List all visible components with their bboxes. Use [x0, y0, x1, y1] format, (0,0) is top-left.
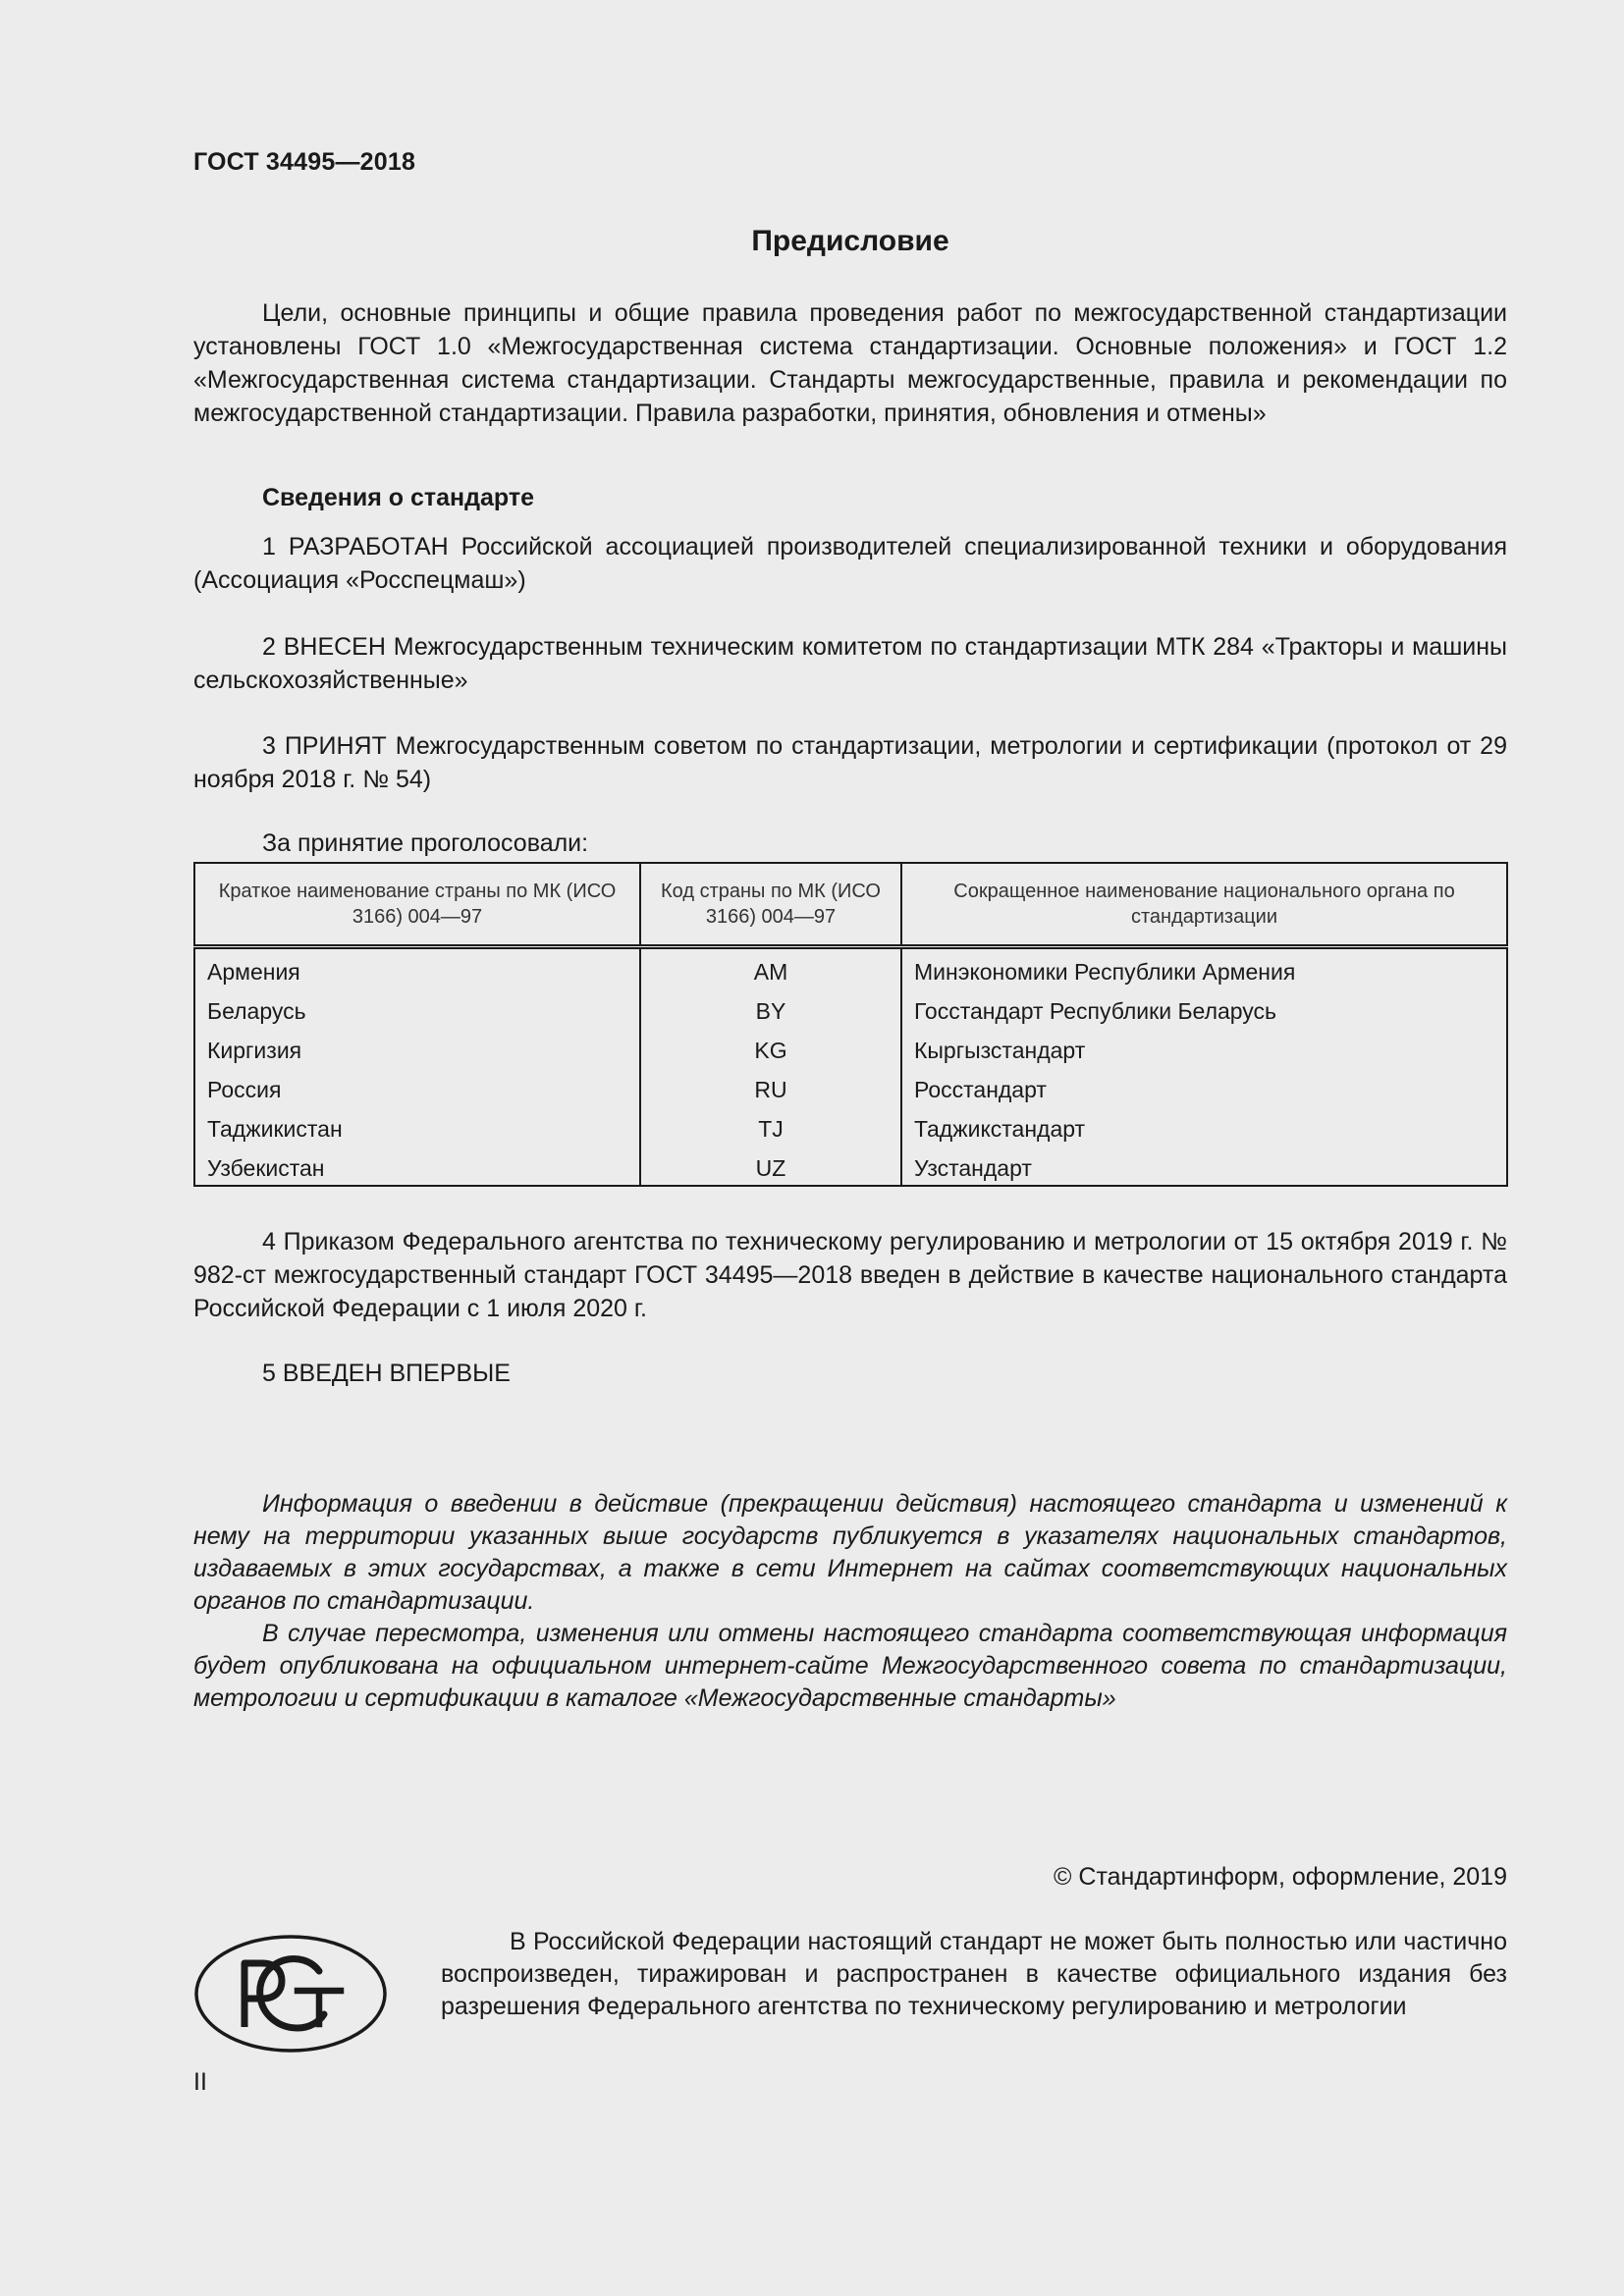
- page-number: II: [193, 2068, 207, 2096]
- code-cell: AM: [640, 947, 901, 992]
- code-cell: TJ: [640, 1109, 901, 1148]
- body-cell: Госстандарт Республики Беларусь: [901, 991, 1507, 1031]
- rights-notice: В Российской Федерации настоящий стандарт не может быть полностью или частично воспроизведен, тиражирован и распространен в качестве официального издания без разрешения Федерального агентства по техническому регулированию и метрологии: [441, 1928, 1507, 2020]
- code-cell: BY: [640, 991, 901, 1031]
- country-cell: Армения: [207, 959, 300, 985]
- column-header-country: Краткое наименование страны по МК (ИСО 3166) 004—97: [194, 863, 640, 947]
- item-5-first-introduced: 5 ВВЕДЕН ВПЕРВЫЕ: [262, 1360, 511, 1387]
- item-2-introduced: 2 ВНЕСЕН Межгосударственным техническим комитетом по стандартизации МТК 284 «Тракторы и машины сельскохозяйственные»: [193, 633, 1507, 694]
- table-row: [194, 1031, 1507, 1070]
- column-header-code: Код страны по МК (ИСО 3166) 004—97: [640, 863, 901, 947]
- item-1-developed: 1 РАЗРАБОТАН Российской ассоциацией производителей специализированной техники и оборудования (Ассоциация «Росспецмаш»): [193, 533, 1507, 594]
- country-cell: Таджикистан: [207, 1116, 343, 1142]
- table-header-row: [194, 863, 1507, 947]
- column-header-body: Сокращенное наименование национального органа по стандартизации: [901, 863, 1507, 947]
- vote-label: За принятие проголосовали:: [262, 829, 589, 857]
- rst-logo-icon: [193, 1934, 388, 2054]
- body-cell: Минэкономики Республики Армения: [901, 947, 1507, 992]
- item-3-adopted: 3 ПРИНЯТ Межгосударственным советом по стандартизации, метрологии и сертификации (протокол от 29 ноября 2018 г. № 54): [193, 732, 1507, 793]
- code-cell: RU: [640, 1070, 901, 1109]
- code-cell: KG: [640, 1031, 901, 1070]
- body-cell: Росстандарт: [901, 1070, 1507, 1109]
- body-cell: Узстандарт: [901, 1148, 1507, 1186]
- body-cell: Таджикстандарт: [901, 1109, 1507, 1148]
- voting-table: [193, 862, 1508, 1187]
- body-cell: Кыргызстандарт: [901, 1031, 1507, 1070]
- notice-paragraph-1: Информация о введении в действие (прекращении действия) настоящего стандарта и изменений к нему на территории указанных выше государств публикуется в указателях национальных стандартов, издаваемых в этих государствах, а также в сети Интернет на сайтах соответствующих национальных органов по стандартизации.: [193, 1490, 1507, 1615]
- info-heading: Сведения о стандарте: [262, 484, 535, 511]
- country-cell: Киргизия: [207, 1038, 302, 1063]
- country-cell: Беларусь: [207, 998, 306, 1024]
- item-4-order: 4 Приказом Федерального агентства по техническому регулированию и метрологии от 15 октября 2019 г. № 982-ст межгосударственный стандарт ГОСТ 34495—2018 введен в действие в качестве национального стандарта Российской Федерации с 1 июля 2020 г.: [193, 1228, 1507, 1322]
- country-cell: Узбекистан: [207, 1155, 325, 1181]
- table-row: [194, 1148, 1507, 1186]
- table-row: [194, 947, 1507, 992]
- page-title: Предисловие: [751, 225, 949, 257]
- document-code: ГОСТ 34495—2018: [193, 148, 416, 176]
- table-row: [194, 1109, 1507, 1148]
- code-cell: UZ: [640, 1148, 901, 1186]
- table-row: [194, 991, 1507, 1031]
- intro-paragraph: Цели, основные принципы и общие правила проведения работ по межгосударственной стандартизации установлены ГОСТ 1.0 «Межгосударственная система стандартизации. Основные положения» и ГОСТ 1.2 «Межгосударственная система стандартизации. Стандарты межгосударственные, правила и рекомендации по межгосударственной стандартизации. Правила разработки, принятия, обновления и отмены»: [193, 299, 1507, 427]
- country-cell: Россия: [207, 1077, 282, 1102]
- notice-paragraph-2: В случае пересмотра, изменения или отмены настоящего стандарта соответствующая информация будет опубликована на официальном интернет-сайте Межгосударственного совета по стандартизации, метрологии и сертификации в каталоге «Межгосударственные стандарты»: [193, 1620, 1507, 1712]
- table-row: [194, 1070, 1507, 1109]
- copyright-notice: © Стандартинформ, оформление, 2019: [1054, 1863, 1507, 1891]
